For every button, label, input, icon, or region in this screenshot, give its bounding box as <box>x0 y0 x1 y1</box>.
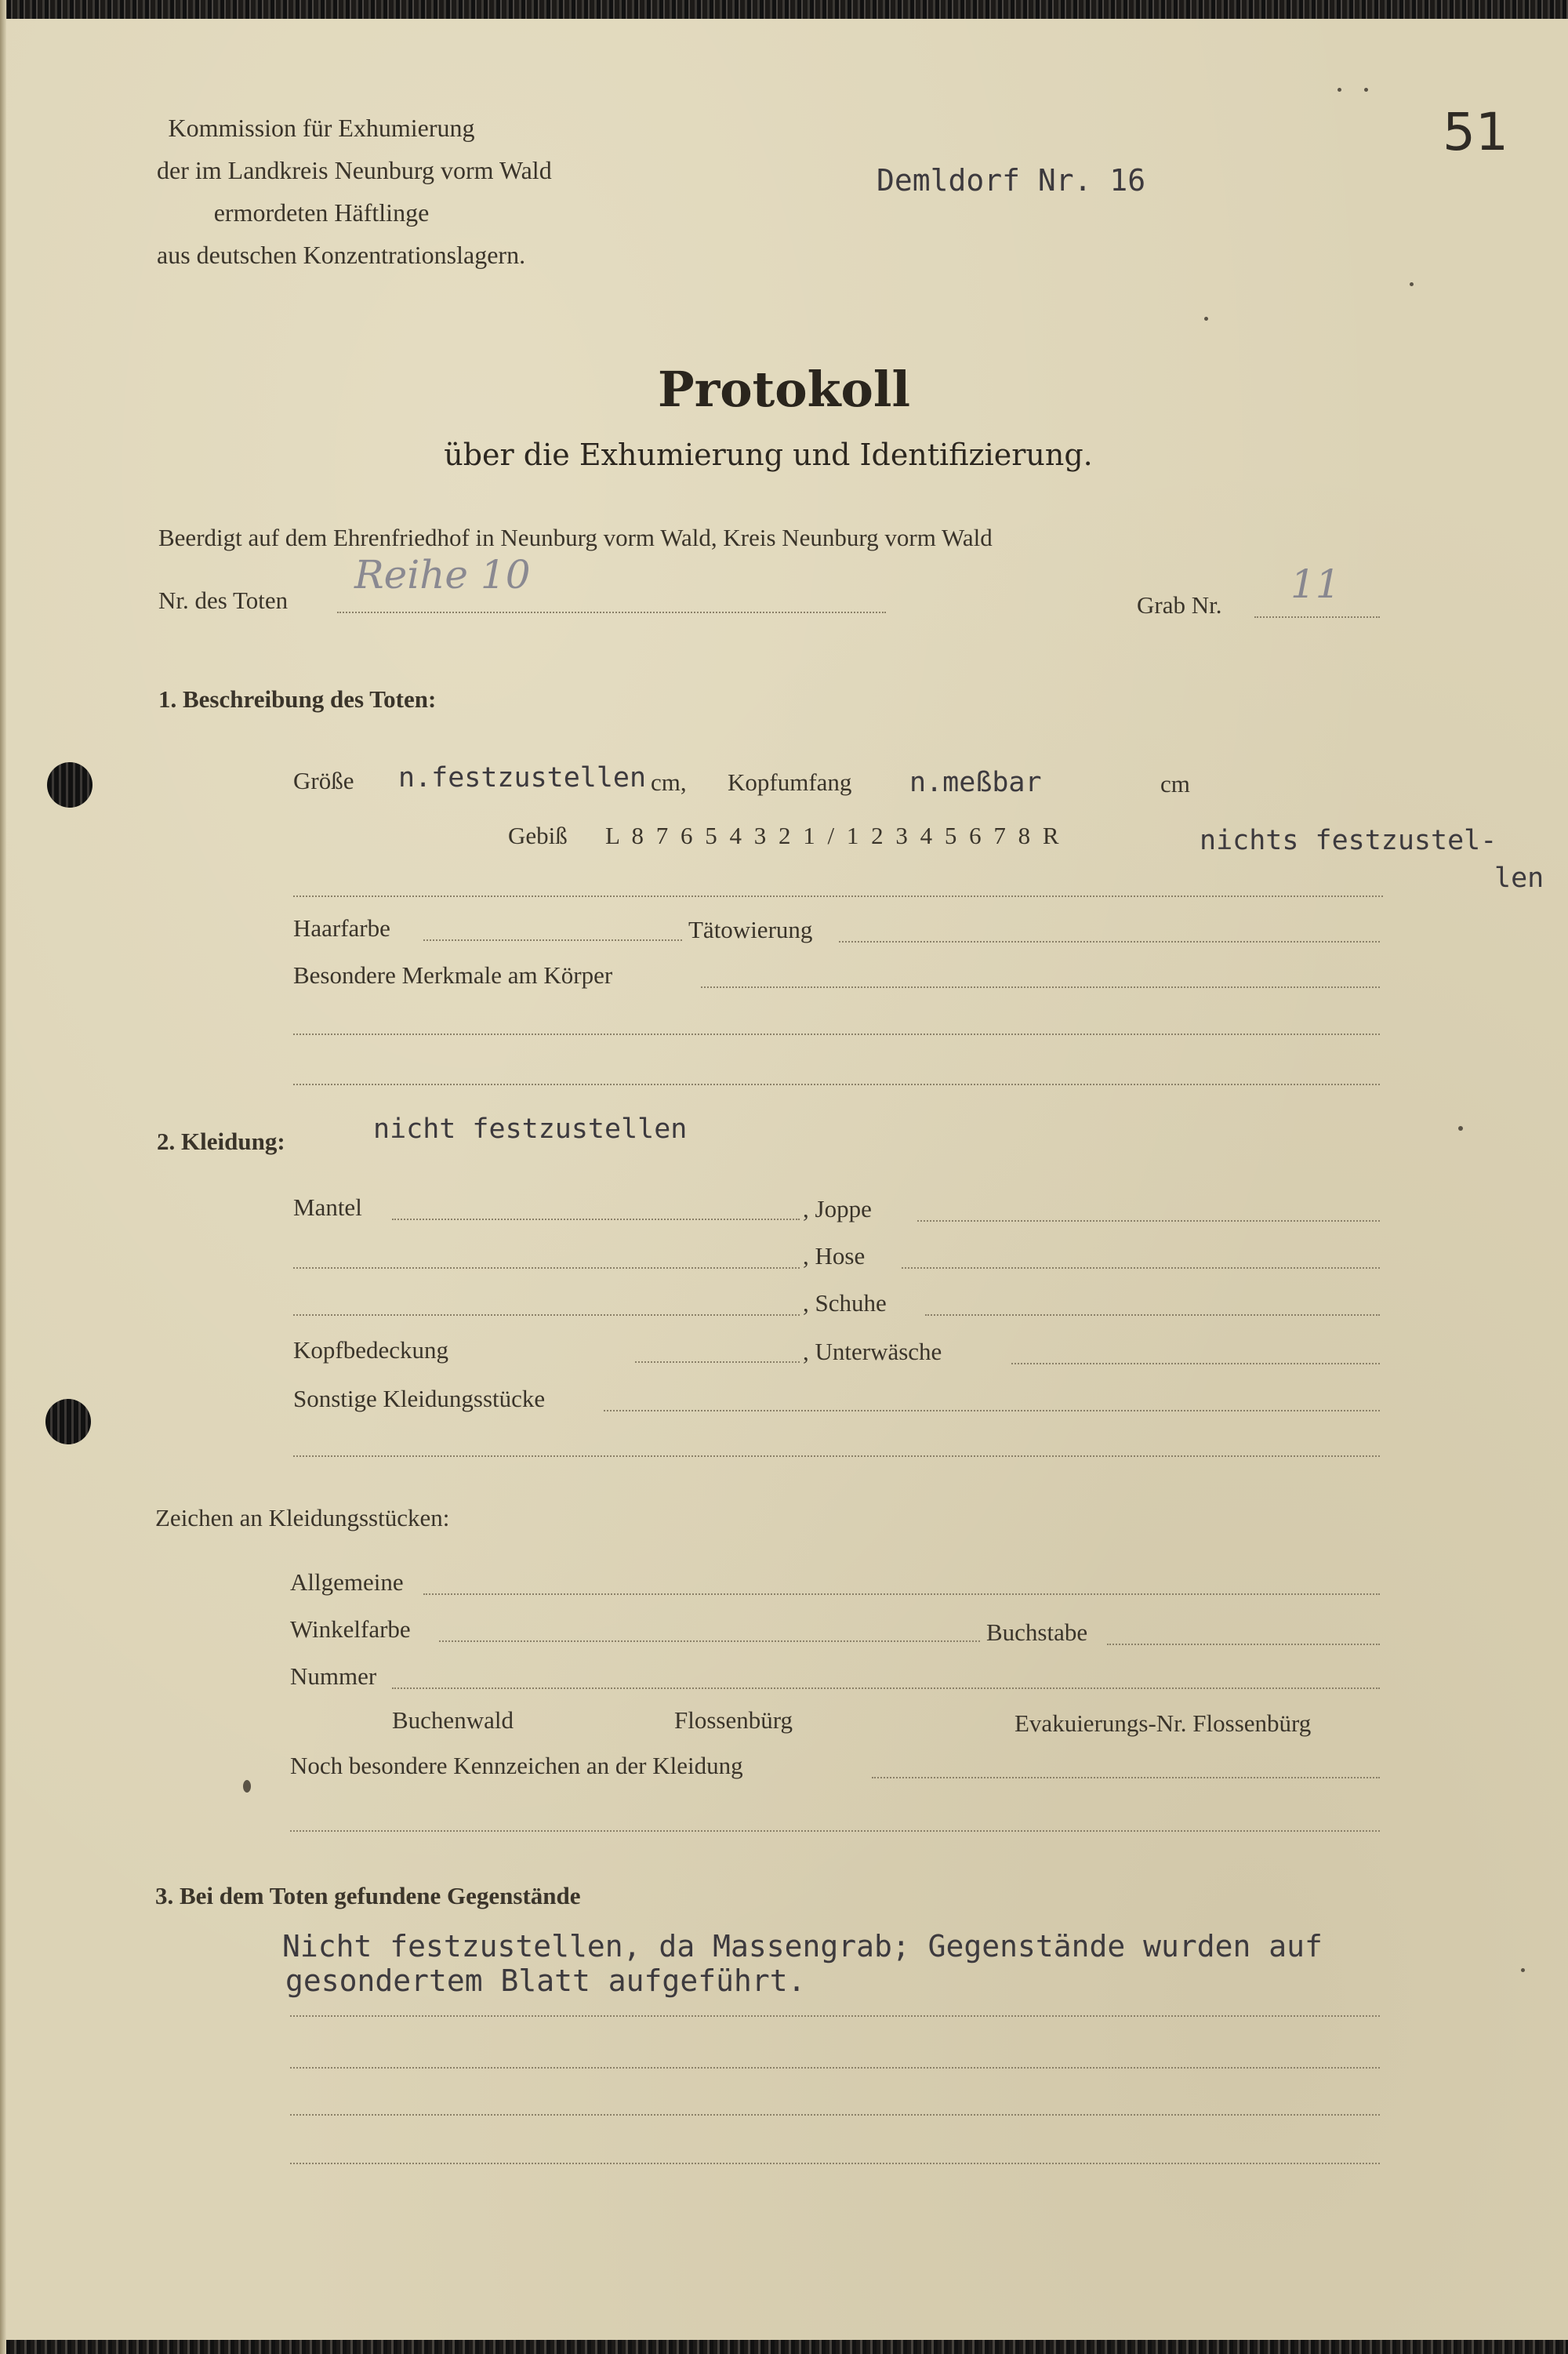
flossenburg-label: Flossenbürg <box>674 1706 793 1734</box>
kopfumfang-label: Kopfumfang <box>728 768 852 796</box>
reference-number: Demldorf Nr. 16 <box>877 163 1146 198</box>
speck <box>1410 282 1414 286</box>
punch-hole-bottom <box>45 1399 91 1444</box>
punch-hole-top <box>47 762 93 808</box>
kleidung-value: nicht festzustellen <box>373 1113 688 1145</box>
gebiss-value-line-1: nichts festzustel- <box>1200 825 1497 856</box>
merkmale-line-3 <box>293 1084 1380 1085</box>
commission-header <box>157 107 552 276</box>
section-3-heading: 3. Bei dem Toten gefundene Gegenstände <box>155 1882 581 1909</box>
schuhe-line <box>925 1314 1380 1316</box>
buchstabe-line <box>1107 1644 1380 1645</box>
gegenstaende-line-3-dots <box>290 2114 1380 2116</box>
section-1-heading: 1. Beschreibung des Toten: <box>158 685 437 713</box>
unterwaesche-label: , Unterwäsche <box>803 1338 942 1365</box>
page-number: 51 <box>1443 102 1508 162</box>
speck <box>1204 317 1208 321</box>
evakuierung-label: Evakuierungs-Nr. Flossenbürg <box>1014 1709 1312 1737</box>
speck <box>1338 88 1341 92</box>
besondere-kennzeichen-label: Noch besondere Kennzeichen an der Kleidung <box>290 1752 743 1779</box>
hose-label: , Hose <box>803 1242 866 1270</box>
allgemeine-line <box>423 1593 1380 1595</box>
speck <box>1521 1968 1525 1972</box>
sonstige-label: Sonstige Kleidungsstücke <box>293 1385 546 1412</box>
commission-line-3: ermordeten Häftlinge <box>213 198 430 227</box>
winkelfarbe-label: Winkelfarbe <box>290 1615 411 1643</box>
gegenstaende-line-2-dots <box>290 2067 1380 2069</box>
kopfbedeckung-line <box>635 1361 800 1363</box>
sonstige-line-2 <box>293 1455 1380 1457</box>
taetowierung-line <box>839 941 1380 943</box>
gebiss-chart: L 8 7 6 5 4 3 2 1 / 1 2 3 4 5 6 7 8 R <box>605 822 1062 849</box>
haarfarbe-label: Haarfarbe <box>293 914 390 942</box>
hose-line <box>902 1267 1380 1269</box>
grab-line <box>1254 616 1380 618</box>
schuhe-label: , Schuhe <box>803 1289 887 1317</box>
kopfumfang-unit: cm <box>1160 770 1190 797</box>
commission-line-4: aus deutschen Konzentrationslagern. <box>157 241 526 269</box>
gebiss-value-line-2: len <box>1494 863 1544 894</box>
nr-toten-line <box>337 612 886 613</box>
kopfumfang-value: n.meßbar <box>909 767 1042 798</box>
winkelfarbe-line <box>439 1640 980 1642</box>
joppe-label: , Joppe <box>803 1195 872 1222</box>
document-title: Protokoll <box>657 361 911 418</box>
unterwaesche-line <box>1011 1363 1380 1364</box>
mantel-label: Mantel <box>293 1193 362 1221</box>
nr-toten-label: Nr. des Toten <box>158 587 289 614</box>
hose-blank-line <box>293 1267 800 1269</box>
commission-line-2: der im Landkreis Neunburg vorm Wald <box>157 156 552 184</box>
speck <box>1364 88 1368 92</box>
gegenstaende-line-1-dots <box>290 2015 1380 2017</box>
commission-line-1: Kommission für Exhumierung <box>168 114 475 142</box>
gegenstaende-line-4-dots <box>290 2163 1380 2164</box>
merkmale-line-1 <box>701 986 1380 988</box>
speck <box>1458 1126 1463 1131</box>
grab-label: Grab Nr. <box>1137 591 1222 619</box>
nr-toten-value: Reihe 10 <box>354 552 531 598</box>
gegenstaende-line-1: Nicht festzustellen, da Massengrab; Gegenstände wurden auf <box>282 1929 1323 1963</box>
buchenwald-label: Buchenwald <box>392 1706 514 1734</box>
nummer-label: Nummer <box>290 1662 377 1690</box>
mantel-line <box>392 1219 800 1220</box>
groesse-value: n.festzustellen <box>398 762 647 794</box>
speck <box>243 1780 251 1793</box>
besondere-line-1 <box>872 1777 1380 1778</box>
taetowierung-label: Tätowierung <box>688 916 813 943</box>
joppe-line <box>917 1220 1380 1222</box>
merkmale-line-2 <box>293 1034 1380 1035</box>
document-subtitle: über die Exhumierung und Identifizierung. <box>444 438 1093 472</box>
merkmale-label: Besondere Merkmale am Körper <box>293 961 613 989</box>
allgemeine-label: Allgemeine <box>290 1568 404 1596</box>
nummer-line <box>392 1687 1380 1689</box>
film-edge-bottom <box>0 2340 1568 2354</box>
gegenstaende-line-2: gesondertem Blatt aufgeführt. <box>285 1963 806 1998</box>
gebiss-label: Gebiß <box>508 822 568 849</box>
buchstabe-label: Buchstabe <box>986 1618 1088 1646</box>
zeichen-heading: Zeichen an Kleidungsstücken: <box>155 1504 450 1531</box>
burial-line: Beerdigt auf dem Ehrenfriedhof in Neunburg vorm Wald, Kreis Neunburg vorm Wald <box>158 524 993 551</box>
groesse-unit: cm, <box>651 768 687 796</box>
kopfbedeckung-label: Kopfbedeckung <box>293 1336 448 1364</box>
section-2-heading: 2. Kleidung: <box>157 1128 285 1155</box>
schuhe-blank-line <box>293 1314 800 1316</box>
film-edge-top <box>0 0 1568 19</box>
groesse-label: Größe <box>293 767 354 794</box>
besondere-line-2 <box>290 1830 1380 1832</box>
sonstige-line-1 <box>604 1410 1380 1411</box>
gebiss-line <box>293 895 1383 897</box>
left-edge-shadow <box>0 0 6 2354</box>
grab-value: 11 <box>1290 561 1341 607</box>
haarfarbe-line <box>423 939 682 941</box>
